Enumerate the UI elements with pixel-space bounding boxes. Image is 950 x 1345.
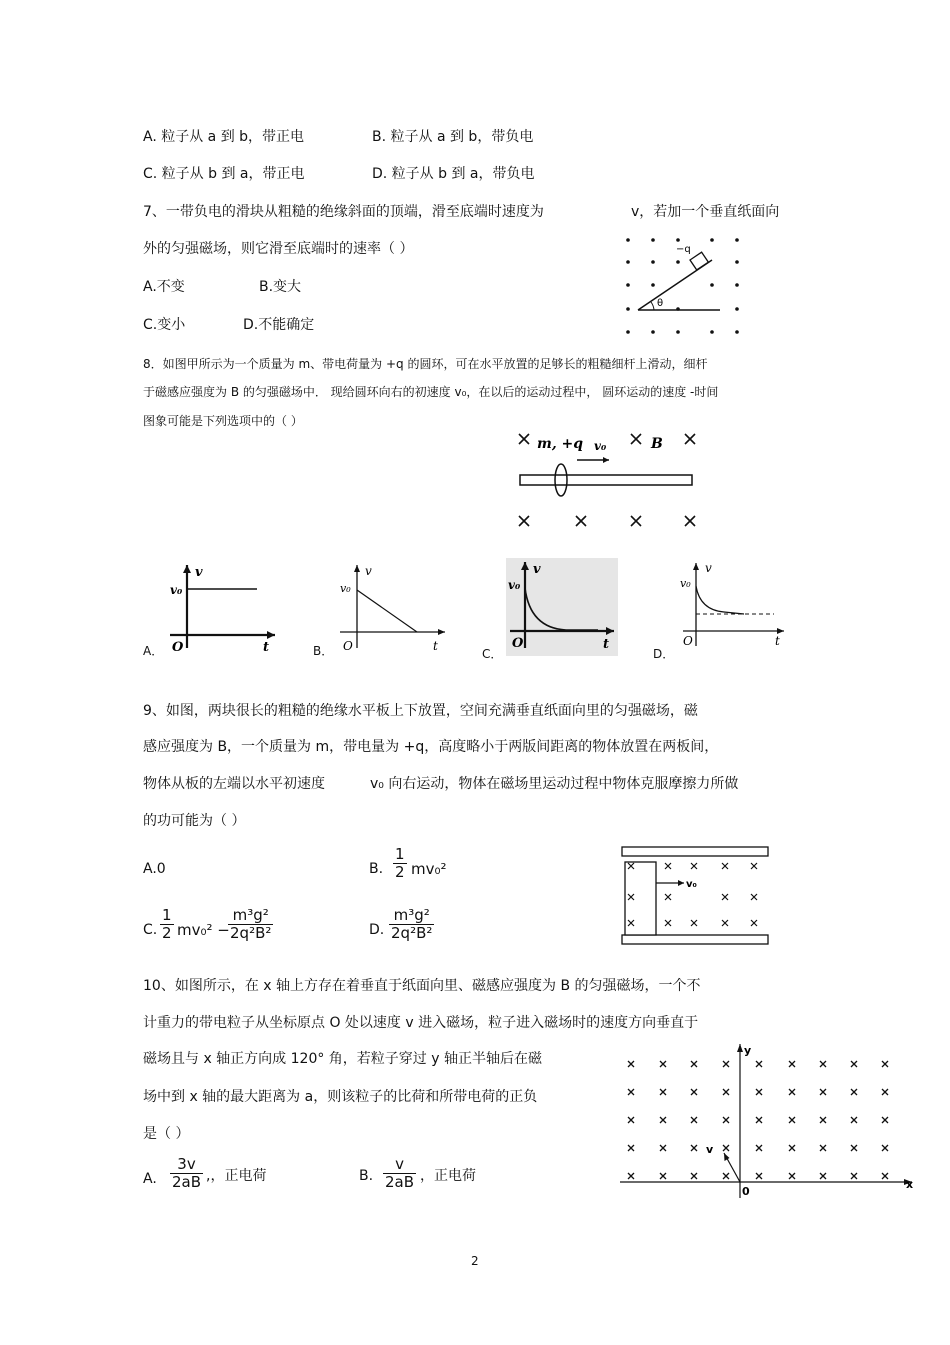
q7-line2: 外的匀强磁场，则它滑至底端时的速率（ ）: [143, 241, 414, 257]
q8-option-a: A．: [143, 644, 164, 658]
q7-charge-label: −q: [676, 244, 691, 255]
q7-line1-v: v，若加一个垂直纸面向: [631, 204, 780, 220]
q10-option-b-tail: ，正电荷: [420, 1168, 476, 1184]
svg-text:t: t: [433, 639, 438, 653]
angle-arc: [651, 302, 654, 310]
q10-line1: 10、如图所示，在 x 轴上方存在着垂直于纸面向里、磁感应强度为 B 的匀强磁场，一个不: [143, 978, 701, 994]
q6-option-a: A. 粒子从 a 到 b，带正电: [143, 129, 305, 145]
q10-option-a-tail: ,，正电荷: [206, 1168, 267, 1184]
q8-graph-a: [165, 560, 285, 655]
q7-option-d: D.不能确定: [243, 317, 315, 333]
q9-line2: 感应强度为 B，一个质量为 m，带电量为 +q，高度略小于两版间距离的物体放置在两板间，: [143, 739, 719, 755]
q9-v0-label: v₀: [686, 879, 697, 890]
q8-b-label: B: [651, 436, 663, 452]
q8-v0-label: v₀: [594, 439, 607, 453]
lower-plate: [622, 935, 768, 944]
q6-option-b: B. 粒子从 a 到 b，带负电: [372, 129, 534, 145]
q9-plates-figure: [620, 845, 770, 945]
svg-text:O: O: [683, 634, 693, 648]
q10-x-label: x: [906, 1178, 914, 1191]
q7-option-a: A.不变: [143, 279, 185, 295]
q9-option-d-label: D.: [369, 922, 385, 938]
q9-line3: 物体从板的左端以水平初速度: [143, 776, 325, 792]
q9-line3-v0: v₀ 向右运动，物体在磁场里运动过程中物体克服摩擦力所做: [370, 776, 739, 792]
svg-text:t: t: [263, 640, 270, 655]
q10-y-label: y: [744, 1044, 752, 1057]
q9-option-c-label: C.: [143, 922, 158, 938]
q8-line2: 于磁感应强度为 B 的匀强磁场中． 现给圆环向右的初速度 v₀，在以后的运动过程中， 圆环运动的速度 -时间: [143, 385, 719, 399]
svg-text:t: t: [603, 637, 610, 652]
q10-origin-label: 0: [742, 1185, 750, 1198]
q10-option-a-label: A.: [143, 1171, 157, 1187]
svg-text:v₀: v₀: [508, 578, 521, 592]
q7-option-c: C.变小: [143, 317, 186, 333]
svg-text:v₀: v₀: [170, 583, 183, 597]
upper-plate: [622, 847, 768, 856]
page-number: 2: [471, 1254, 479, 1268]
svg-text:O: O: [172, 640, 184, 655]
svg-text:t: t: [775, 634, 780, 648]
q10-v-label: v: [706, 1143, 714, 1156]
q6-option-c: C. 粒子从 b 到 a，带正电: [143, 166, 305, 182]
q10-line2: 计重力的带电粒子从坐标原点 O 处以速度 v 进入磁场，粒子进入磁场时的速度方向垂直于: [143, 1015, 699, 1031]
q10-option-b-frac: $\frac{v}{2aB}$: [385, 1155, 415, 1191]
field-crosses: [628, 1061, 888, 1179]
q8-mass-charge-label: m, +q: [537, 436, 584, 452]
q9-line4: 的功可能为（ ）: [143, 813, 246, 829]
q8-option-d: D．: [653, 647, 675, 661]
svg-text:v₀: v₀: [340, 582, 351, 595]
q7-incline-figure: [620, 232, 750, 337]
q7-angle-label: θ: [657, 298, 664, 309]
q9-option-b-frac: $\frac{1}{2}$: [395, 845, 405, 881]
svg-text:v: v: [365, 564, 372, 578]
svg-text:v: v: [533, 562, 541, 577]
q8b-curve: [357, 590, 417, 632]
q9-option-c-mid: mv₀² −: [177, 921, 230, 939]
q9-line1: 9、如图，两块很长的粗糙的绝缘水平板上下放置，空间充满垂直纸面向里的匀强磁场，磁: [143, 703, 698, 719]
q8d-curve: [696, 586, 744, 614]
q6-option-d: D. 粒子从 b 到 a，带负电: [372, 166, 535, 182]
q8-graph-d: [678, 558, 798, 653]
q10-option-b-label: B.: [359, 1168, 374, 1184]
q9-option-c-frac2: $\frac{\text{m³g²}}{\text{2q²B²}}$: [230, 906, 272, 942]
q10-line4: 场中到 x 轴的最大距离为 a，则该粒子的比荷和所带电荷的正负: [143, 1089, 538, 1105]
svg-text:v₀: v₀: [680, 577, 691, 590]
rod: [520, 475, 692, 485]
q7-line1: 7、一带负电的滑块从粗糙的绝缘斜面的顶端，滑至底端时速度为: [143, 204, 544, 220]
q8-ring-rod-figure: [515, 430, 715, 530]
q9-option-b-label: B.: [369, 861, 384, 877]
svg-text:O: O: [343, 639, 353, 653]
q9-option-c-frac1: $\frac{1}{2}$: [162, 906, 172, 942]
q8-graph-b: [335, 560, 455, 655]
q9-option-a: A.0: [143, 861, 166, 877]
q8-option-b: B．: [313, 644, 334, 658]
svg-text:v: v: [705, 561, 712, 575]
q9-option-b-tail: mv₀²: [411, 860, 447, 878]
q10-axes-figure: [620, 1040, 920, 1200]
svg-text:O: O: [512, 636, 524, 651]
svg-text:v: v: [195, 565, 203, 580]
q10-line5: 是（ ）: [143, 1126, 190, 1142]
q8-graph-c: [506, 558, 618, 656]
slider-block: [690, 252, 708, 270]
q9-option-d-frac: $\frac{\text{m³g²}}{\text{2q²B²}}$: [391, 906, 433, 942]
q8-line1: 8．如图甲所示为一个质量为 m、带电荷量为 +q 的圆环，可在水平放置的足够长的粗糙细杆上滑动，细杆: [143, 357, 708, 371]
q10-option-a-frac: $\frac{3v}{2aB}$: [172, 1155, 202, 1191]
q10-line3: 磁场且与 x 轴正方向成 120° 角，若粒子穿过 y 轴正半轴后在磁: [143, 1051, 542, 1067]
q8-line3: 图象可能是下列选项中的（ ）: [143, 414, 303, 428]
q7-option-b: B.变大: [259, 279, 302, 295]
q8-option-c: C．: [482, 647, 503, 661]
